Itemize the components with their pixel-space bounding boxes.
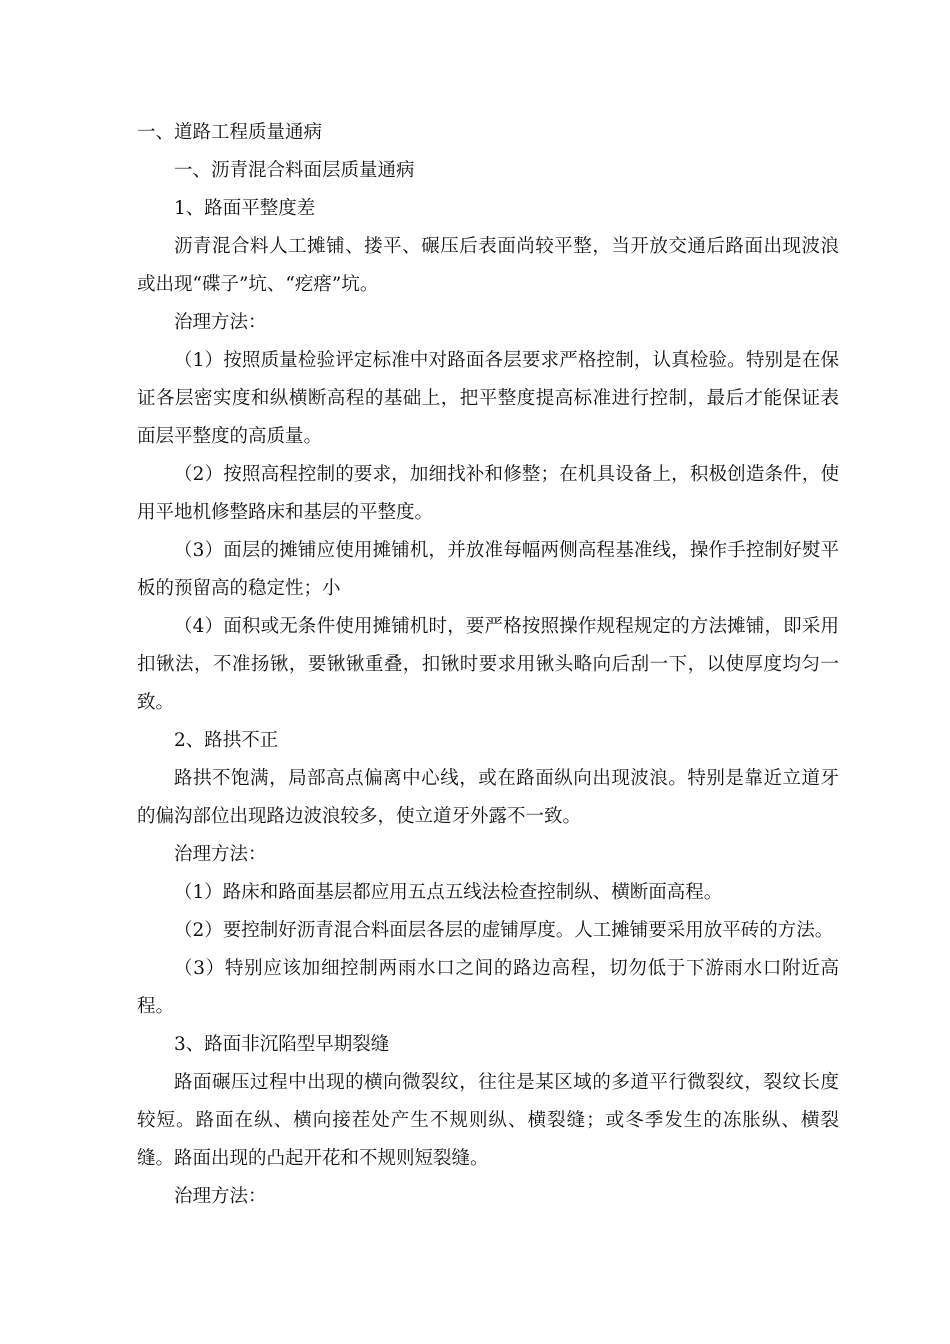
document-body: [137, 114, 839, 1216]
list-item: （2）按照高程控制的要求，加细找补和修整；在机具设备上，积极创造条件，使用平地机修整路床和基层的平整度。: [137, 464, 839, 523]
chapter-heading: 一、道路工程质量通病: [137, 122, 323, 143]
list-item: （1）按照质量检验评定标准中对路面各层要求严格控制，认真检验。特别是在保证各层密实度和纵横断高程的基础上，把平整度提高标准进行控制，最后才能保证表面层平整度的高质量。: [137, 350, 839, 447]
list-item: （3）特别应该加细控制两雨水口之间的路边高程，切勿低于下游雨水口附近高程。: [137, 958, 839, 1017]
subsection-heading: 3、路面非沉陷型早期裂缝: [174, 1034, 390, 1055]
body-paragraph: 路拱不饱满，局部高点偏离中心线，或在路面纵向出现波浪。特别是靠近立道牙的偏沟部位出现路边波浪较多，使立道牙外露不一致。: [137, 768, 839, 827]
list-item: （4）面积或无条件使用摊铺机时，要严格按照操作规程规定的方法摊铺，即采用扣锹法，不准扬锹，要锹锹重叠，扣锹时要求用锹头略向后刮一下，以使厚度均匀一致。: [137, 616, 839, 713]
subsection-heading: 1、路面平整度差: [174, 198, 316, 219]
treatment-heading: 治理方法：: [174, 312, 267, 333]
treatment-heading: 治理方法：: [174, 1186, 267, 1207]
list-item: （2）要控制好沥青混合料面层各层的虚铺厚度。人工摊铺要采用放平砖的方法。: [174, 920, 834, 941]
treatment-heading: 治理方法：: [174, 844, 267, 865]
list-item: （1）路床和路面基层都应用五点五线法检查控制纵、横断面高程。: [174, 882, 723, 903]
subsection-heading: 2、路拱不正: [174, 730, 279, 751]
body-paragraph: 路面碾压过程中出现的横向微裂纹，往往是某区域的多道平行微裂纹，裂纹长度较短。路面在纵、横向接茬处产生不规则纵、横裂缝；或冬季发生的冻胀纵、横裂缝。路面出现的凸起开花和不规则短裂缝。: [137, 1072, 839, 1169]
list-item: （3）面层的摊铺应使用摊铺机，并放准每幅两侧高程基准线，操作手控制好熨平板的预留高的稳定性；小: [137, 540, 839, 599]
body-paragraph: 沥青混合料人工摊铺、搂平、碾压后表面尚较平整，当开放交通后路面出现波浪或出现“碟子”坑、“疙瘩”坑。: [137, 236, 839, 295]
section-heading: 一、沥青混合料面层质量通病: [174, 160, 415, 181]
